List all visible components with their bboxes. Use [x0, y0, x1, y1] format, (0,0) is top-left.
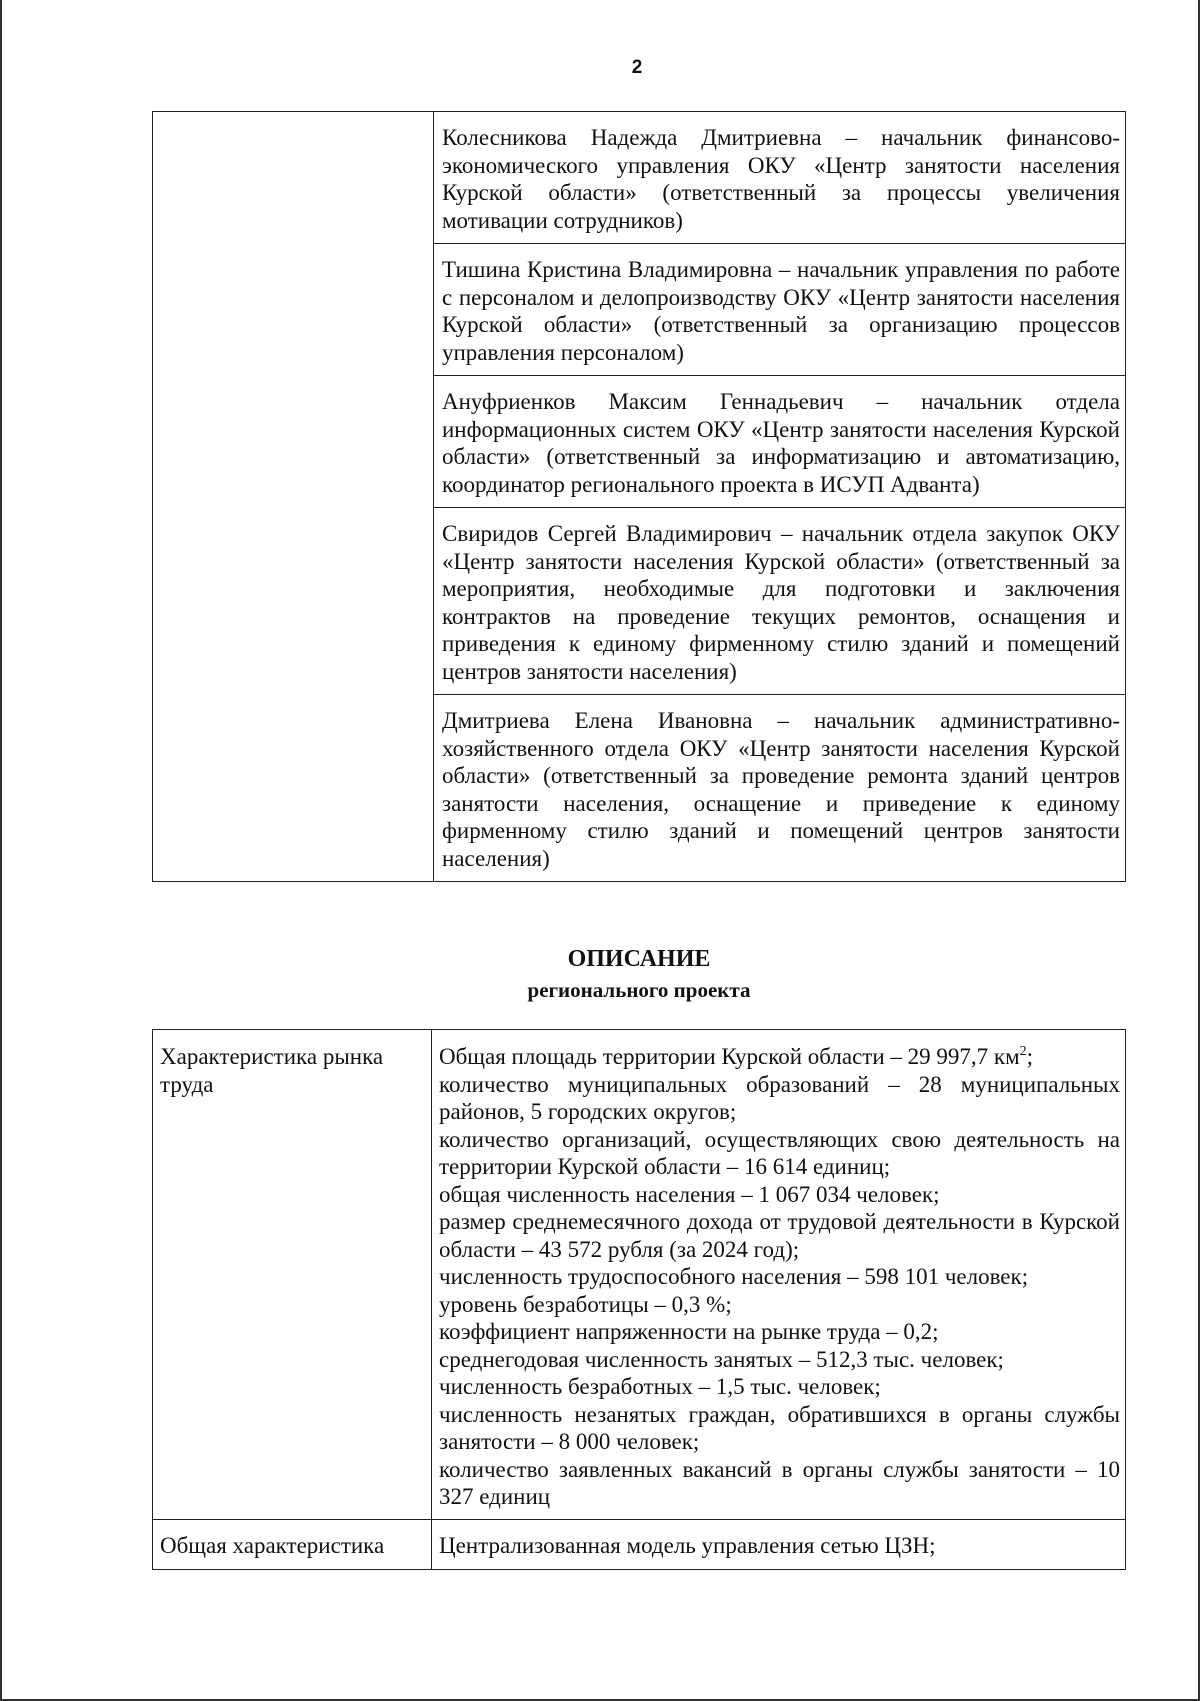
- list-item: уровень безработицы – 0,3 %;: [439, 1291, 732, 1317]
- empty-label-cell: [153, 112, 434, 882]
- list-item: общая численность населения – 1 067 034 человек;: [439, 1181, 940, 1207]
- list-item: среднегодовая численность занятых – 512,3 тыс. человек;: [439, 1346, 1004, 1372]
- area-text: Общая площадь территории Курской области – 29 997,7 км: [439, 1044, 1020, 1069]
- labor-market-values: [432, 1030, 1126, 1520]
- area-line: [439, 1043, 1120, 1071]
- section-subtitle: регионального проекта: [527, 978, 751, 1002]
- row-label: Общая характеристика: [153, 1519, 432, 1570]
- table-row: [153, 1519, 1126, 1570]
- row-value: Централизованная модель управления сетью ЦЗН;: [432, 1519, 1126, 1570]
- page-number: 2: [631, 57, 643, 78]
- table-row: [153, 1030, 1126, 1520]
- member-cell: Тишина Кристина Владимировна – начальник управления по работе с персоналом и делопроизводству ОКУ «Центр занятости населения Курской области» (ответственный за организацию процессов управления персоналом): [434, 244, 1126, 376]
- table-row: [153, 112, 1126, 244]
- area-end: ;: [1026, 1044, 1034, 1069]
- list-item: численность незанятых граждан, обратившихся в органы службы занятости – 8 000 человек;: [439, 1401, 1120, 1454]
- list-item: численность безработных – 1,5 тыс. человек;: [439, 1374, 881, 1399]
- area-unit-power: 2: [1019, 1044, 1027, 1059]
- member-cell: Свиридов Сергей Владимирович – начальник отдела закупок ОКУ «Центр занятости населения Курской области» (ответственный за мероприятия, необходимые для подготовки и заключения контрактов на проведение текущих ремонтов, оснащения и приведения к единому фирменному стилю зданий и помещений центров занятости населения): [434, 508, 1126, 695]
- members-table: [152, 111, 1126, 882]
- row-label: Характеристика рынка труда: [153, 1030, 432, 1520]
- list-item: размер среднемесячного дохода от трудовой деятельности в Курской области – 43 572 рубля (за 2024 год);: [439, 1209, 1120, 1262]
- list-item: количество заявленных вакансий в органы службы занятости – 10 327 единиц: [439, 1456, 1120, 1509]
- member-cell: Ануфриенков Максим Геннадьевич – начальник отдела информационных систем ОКУ «Центр занятости населения Курской области» (ответственный за информатизацию и автоматизацию, координатор регионального проекта в ИСУП Адванта): [434, 376, 1126, 508]
- list-item: количество организаций, осуществляющих свою деятельность на территории Курской области – 16 614 единиц;: [439, 1126, 1120, 1179]
- section-title: ОПИСАНИЕ: [567, 946, 711, 972]
- list-item: количество муниципальных образований – 28 муниципальных районов, 5 городских округов;: [439, 1071, 1120, 1124]
- list-item: коэффициент напряженности на рынке труда – 0,2;: [439, 1319, 939, 1344]
- member-cell: Колесникова Надежда Дмитриевна – начальник финансово-экономического управления ОКУ «Центр занятости населения Курской области» (ответственный за процессы увеличения мотивации сотрудников): [434, 112, 1126, 244]
- description-table: [152, 1029, 1126, 1570]
- member-cell: Дмитриева Елена Ивановна – начальник административно-хозяйственного отдела ОКУ «Центр занятости населения Курской области» (ответственный за проведение ремонта зданий центров занятости населения, оснащение и приведение к единому фирменному стилю зданий и помещений центров занятости населения): [434, 695, 1126, 882]
- list-item: численность трудоспособного населения – 598 101 человек;: [439, 1264, 1029, 1289]
